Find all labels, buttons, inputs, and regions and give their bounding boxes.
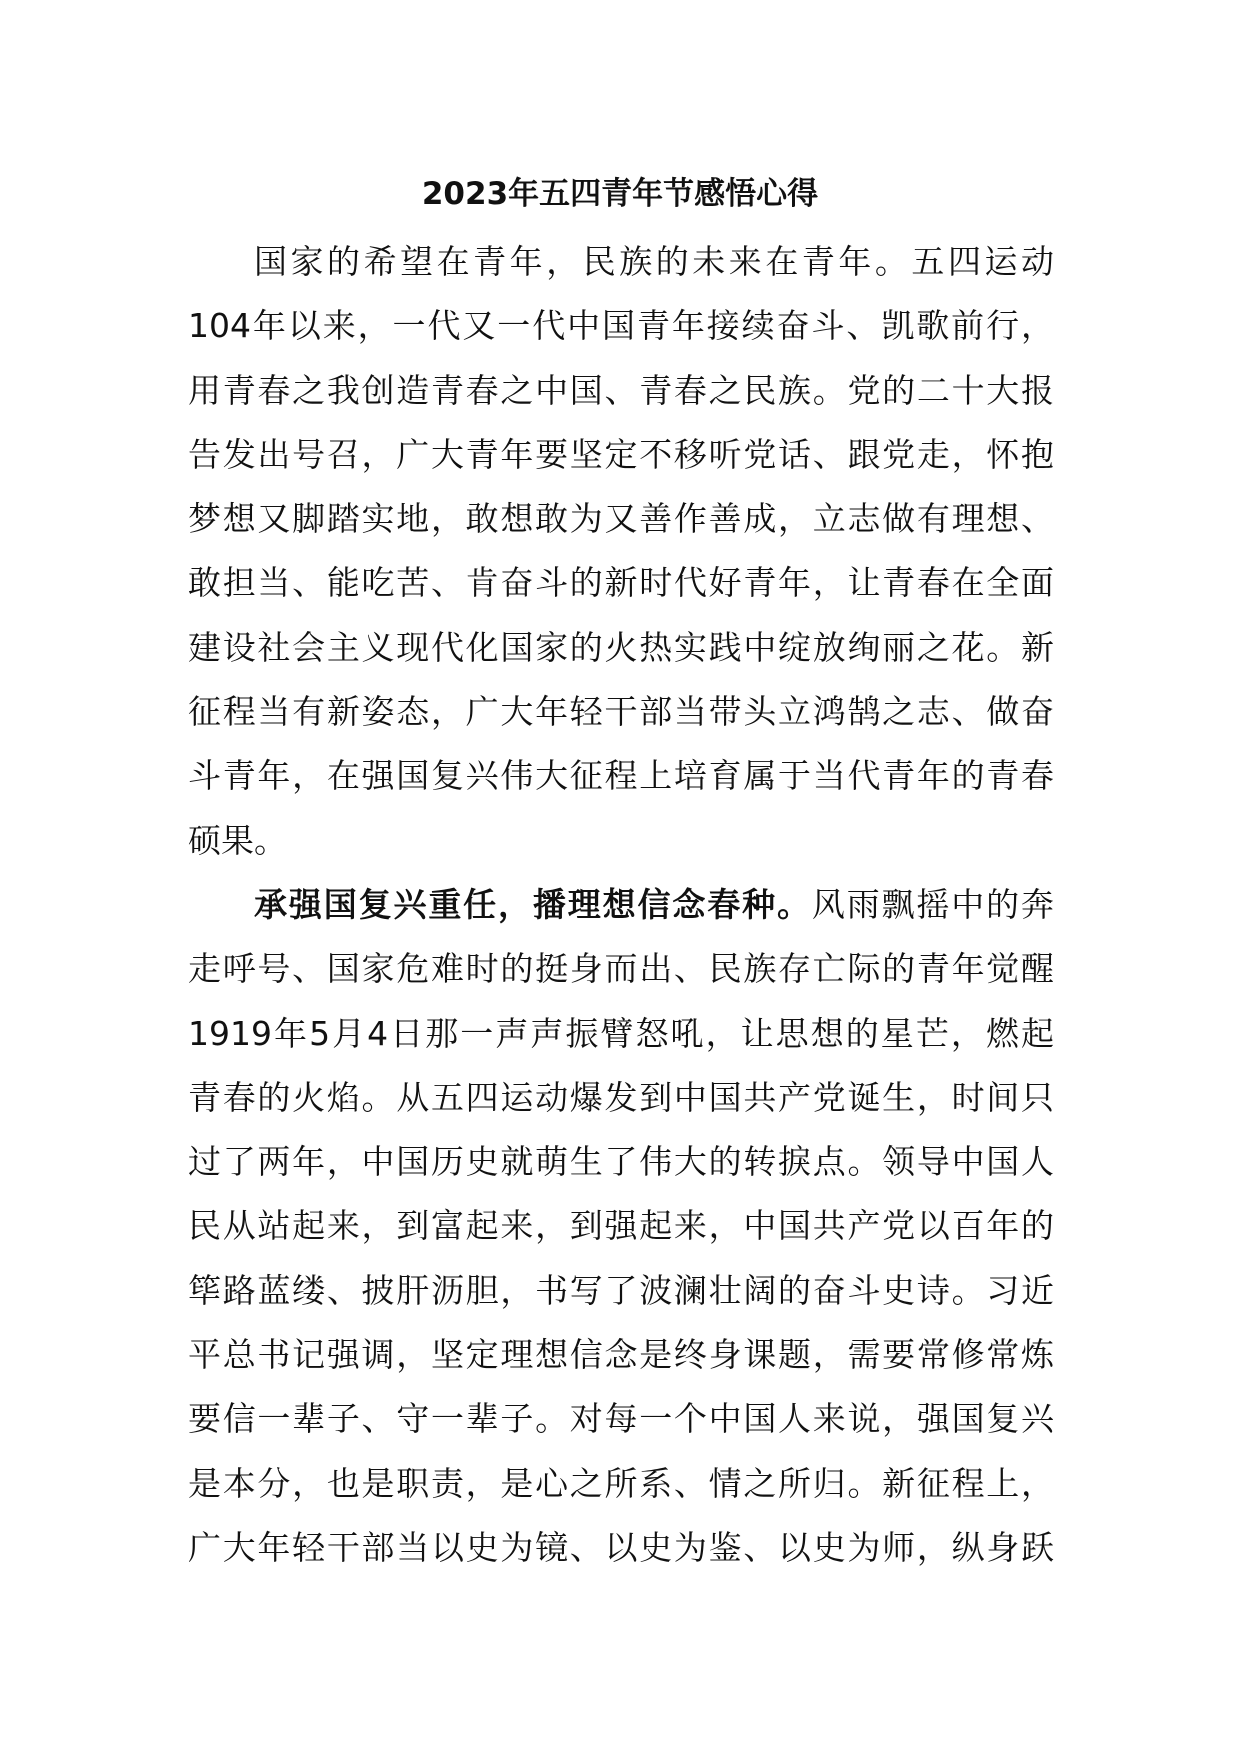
paragraph-2-heading: 承强国复兴重任，播理想信念春种。 <box>254 884 812 924</box>
paragraph-2-line-8: 平总书记强调，坚定理想信念是终身课题，需要常修常炼 <box>188 1335 1054 1375</box>
paragraph-2-line-1-rest: 风雨飘摇中的奔 <box>811 884 1055 924</box>
paragraph-1-line-8: 征程当有新姿态，广大年轻干部当带头立鸿鹄之志、做奋 <box>188 692 1054 732</box>
paragraph-2-line-2: 走呼号、国家危难时的挺身而出、民族存亡际的青年觉醒 <box>188 949 1054 989</box>
document-body <box>188 230 1054 1580</box>
paragraph-1-line-2: 104年以来，一代又一代中国青年接续奋斗、凯歌前行， <box>188 306 1054 346</box>
paragraph-1-line-3: 用青春之我创造青春之中国、青春之民族。党的二十大报 <box>188 370 1054 410</box>
paragraph-2-line-6: 民从站起来，到富起来，到强起来，中国共产党以百年的 <box>188 1206 1054 1246</box>
paragraph-2-line-7: 筚路蓝缕、披肝沥胆，书写了波澜壮阔的奋斗史诗。习近 <box>188 1270 1054 1310</box>
paragraph-1-line-6: 敢担当、能吃苦、肯奋斗的新时代好青年，让青春在全面 <box>188 563 1054 603</box>
paragraph-2-line-11: 广大年轻干部当以史为镜、以史为鉴、以史为师，纵身跃 <box>188 1527 1054 1567</box>
paragraph-1-line-10: 硕果。 <box>188 820 287 860</box>
paragraph-1-line-1: 国家的希望在青年，民族的未来在青年。五四运动 <box>254 242 1054 281</box>
paragraph-2-line-1 <box>188 873 1054 937</box>
paragraph-1-line-5: 梦想又脚踏实地，敢想敢为又善作善成，立志做有理想、 <box>188 499 1054 539</box>
paragraph-2-line-4: 青春的火焰。从五四运动爆发到中国共产党诞生，时间只 <box>188 1077 1054 1117</box>
paragraph-1-line-9: 斗青年，在强国复兴伟大征程上培育属于当代青年的青春 <box>188 756 1054 796</box>
paragraph-2-line-3: 1919年5月4日那一声声振臂怒吼，让思想的星芒，燃起 <box>188 1013 1054 1053</box>
paragraph-1-line-7: 建设社会主义现代化国家的火热实践中绽放绚丽之花。新 <box>188 627 1054 667</box>
document-title: 2023年五四青年节感悟心得 <box>421 176 819 212</box>
paragraph-2-line-5: 过了两年，中国历史就萌生了伟大的转捩点。领导中国人 <box>188 1142 1054 1182</box>
paragraph-1-line-4: 告发出号召，广大青年要坚定不移听党话、跟党走，怀抱 <box>188 434 1054 474</box>
paragraph-2-line-10: 是本分，也是职责，是心之所系、情之所归。新征程上， <box>188 1463 1054 1503</box>
paragraph-2-line-9: 要信一辈子、守一辈子。对每一个中国人来说，强国复兴 <box>188 1399 1054 1439</box>
